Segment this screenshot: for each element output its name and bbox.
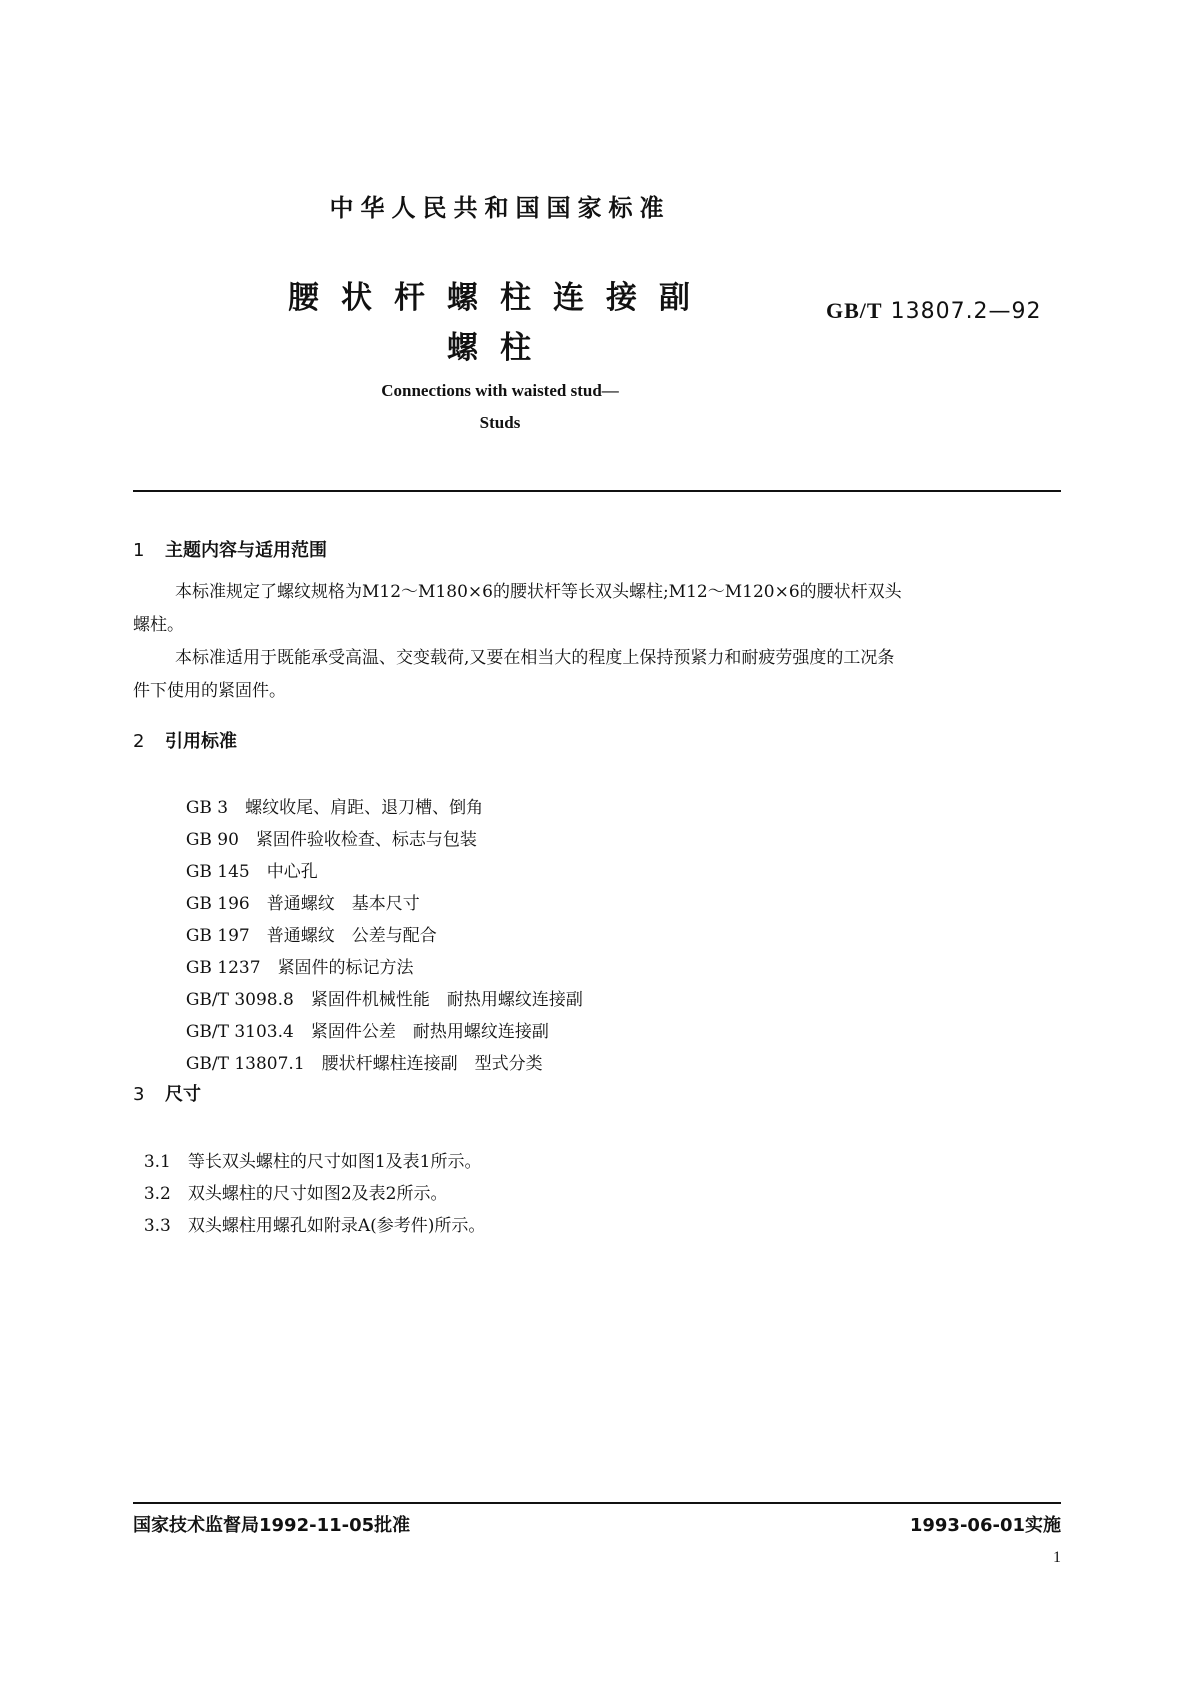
section1-para1-line2: 螺柱。 (133, 615, 184, 635)
reference-desc: 腰状杆螺柱连接副 型式分类 (321, 1054, 543, 1074)
reference-code: GB 196 (185, 894, 250, 914)
footer-divider (133, 1502, 1061, 1504)
section2-number: 2 (133, 731, 145, 752)
section2-title: 引用标准 (165, 731, 237, 752)
document-title-en-line2: Studs (479, 413, 521, 432)
reference-desc: 普通螺纹 公差与配合 (266, 926, 437, 946)
section1-para2-line1: 本标准适用于既能承受高温、交变载荷,又要在相当大的程度上保持预紧力和耐疲劳强度的工况条 (175, 648, 895, 668)
reference-code: GB 3 (185, 798, 229, 818)
subsection-item (133, 1191, 485, 1236)
standard-code (826, 298, 1042, 324)
reference-item (175, 1029, 543, 1074)
header-divider (133, 490, 1061, 492)
reference-code: GB 145 (185, 862, 250, 882)
reference-desc: 螺纹收尾、肩距、退刀槽、倒角 (245, 798, 484, 818)
section1-para2-line2: 件下使用的紧固件。 (133, 681, 286, 701)
reference-code: GB 90 (185, 830, 239, 850)
reference-code: GB/T 3098.8 (185, 990, 294, 1010)
subsection-number: 3.3 (143, 1216, 171, 1236)
subsection-text: 等长双头螺柱的尺寸如图1及表1所示。 (187, 1152, 482, 1172)
reference-desc: 紧固件公差 耐热用螺纹连接副 (310, 1022, 549, 1042)
subsection-text: 双头螺柱用螺孔如附录A(参考件)所示。 (187, 1216, 486, 1236)
reference-desc: 紧固件验收检查、标志与包装 (255, 830, 477, 850)
section3-title: 尺寸 (165, 1084, 201, 1105)
section2-heading (133, 727, 237, 753)
section3-number: 3 (133, 1084, 145, 1105)
reference-code: GB 197 (185, 926, 250, 946)
document-title-cn-line2: 螺柱 (447, 330, 553, 366)
subsection-text: 双头螺柱的尺寸如图2及表2所示。 (187, 1184, 448, 1204)
reference-desc: 紧固件的标记方法 (277, 958, 414, 978)
section1-heading (133, 536, 327, 562)
reference-code: GB/T 3103.4 (185, 1022, 294, 1042)
reference-code: GB/T 13807.1 (185, 1054, 305, 1074)
section1-para1-line1: 本标准规定了螺纹规格为M12～M180×6的腰状杆等长双头螺柱;M12～M120×6的腰状杆双头 (175, 582, 902, 602)
subsection-number: 3.1 (143, 1152, 171, 1172)
reference-code: GB 1237 (185, 958, 261, 978)
section3-heading (133, 1080, 201, 1106)
reference-desc: 紧固件机械性能 耐热用螺纹连接副 (310, 990, 583, 1010)
reference-desc: 普通螺纹 基本尺寸 (266, 894, 420, 914)
effective-date: 1993-06-01实施 (909, 1515, 1061, 1536)
national-standard-title: 中华人民共和国国家标准 (329, 194, 671, 222)
subsection-number: 3.2 (143, 1184, 171, 1204)
reference-desc: 中心孔 (266, 862, 318, 882)
approval-date: 国家技术监督局1992-11-05批准 (133, 1515, 411, 1536)
standard-code-number: 13807.2—92 (890, 299, 1042, 324)
section1-title: 主题内容与适用范围 (165, 540, 327, 561)
section1-number: 1 (133, 540, 145, 561)
document-title-cn-line1: 腰状杆螺柱连接副 (288, 280, 712, 316)
document-title-en-line1: Connections with waisted stud— (381, 381, 619, 400)
standard-code-prefix: GB/T (826, 298, 883, 323)
page-number: 1 (1053, 1549, 1061, 1566)
